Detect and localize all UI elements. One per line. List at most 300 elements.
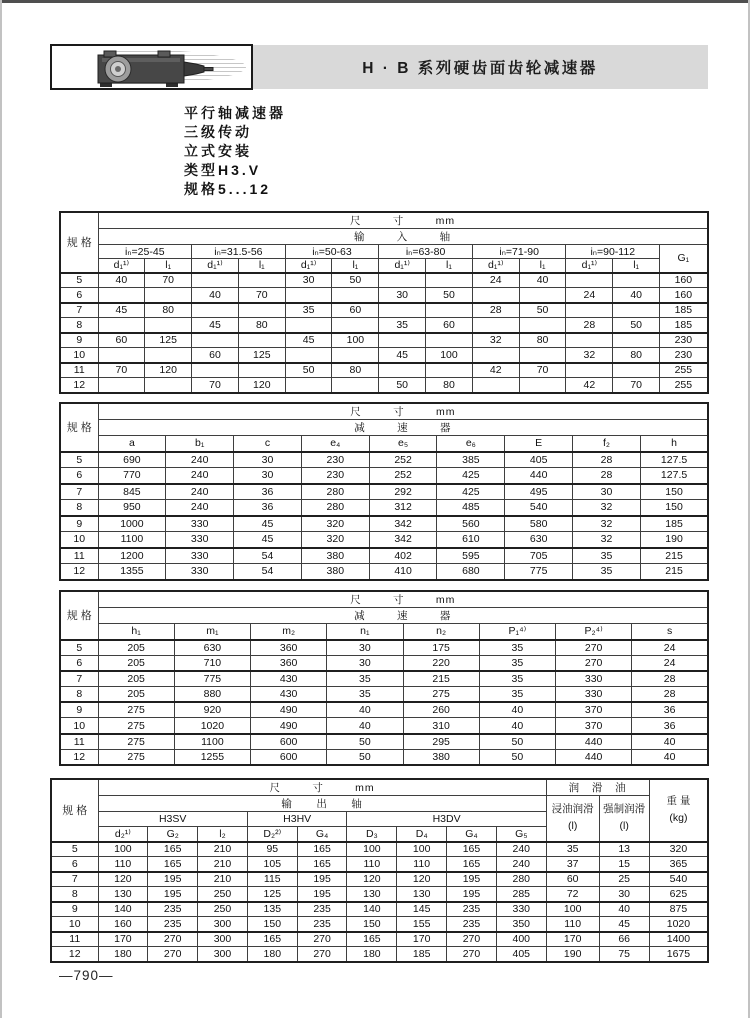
value-cell: 210 [198,857,248,872]
value-cell [192,273,239,288]
value-cell: 120 [397,872,447,887]
column-header: h₁ [98,624,174,640]
reducer-dimensions-table-2 [59,590,709,766]
value-cell: 275 [98,702,174,718]
value-cell: 252 [369,452,437,468]
value-cell: 165 [447,857,497,872]
spec-header: 规 格 [60,212,98,273]
value-cell: 195 [148,887,198,902]
spec-header: 规 格 [51,779,98,842]
value-cell: 680 [437,564,505,580]
value-cell [472,288,519,303]
value-cell: 235 [447,917,497,932]
column-header: e₆ [437,436,505,452]
value-cell: 185 [397,947,447,962]
value-cell: 24 [632,640,708,656]
column-header: l₁ [238,259,285,273]
value-cell [98,288,145,303]
column-header: H3SV [98,812,247,827]
value-cell [285,378,332,393]
spec-cell: 12 [60,378,98,393]
value-cell: 250 [198,902,248,917]
value-cell: 360 [251,640,327,656]
page-title: H · B 系列硬齿面齿轮减速器 [362,60,598,77]
value-cell: 330 [166,564,234,580]
value-cell: 240 [496,857,546,872]
table-row [51,887,708,902]
column-header: iₙ=50-63 [285,245,379,259]
table-row [60,734,708,750]
intro-line: 规格5...12 [184,181,272,197]
value-cell: 36 [632,718,708,734]
column-header: H3DV [347,812,546,827]
column-header: P₁⁴⁾ [479,624,555,640]
value-cell: 175 [403,640,479,656]
column-header: d₁¹⁾ [472,259,519,273]
table-row [60,640,708,656]
value-cell: 60 [546,872,599,887]
value-cell: 205 [98,671,174,687]
value-cell: 270 [297,947,347,962]
value-cell: 40 [613,288,660,303]
value-cell: 560 [437,516,505,532]
value-cell [98,378,145,393]
column-header: h [640,436,708,452]
table-row [60,749,708,765]
column-header: l₁ [145,259,192,273]
value-cell: 380 [301,548,369,564]
value-cell: 30 [285,273,332,288]
value-cell: 40 [327,718,403,734]
spec-cell: 7 [60,303,98,318]
value-cell: 45 [234,532,302,548]
value-cell: 235 [447,902,497,917]
value-cell: 402 [369,548,437,564]
value-cell: 120 [347,872,397,887]
column-header: 输 出 轴 [98,796,546,812]
value-cell: 255 [660,363,708,378]
spec-cell: 5 [60,452,98,468]
value-cell: 270 [297,932,347,947]
value-cell: 35 [285,303,332,318]
column-header: iₙ=31.5-56 [192,245,286,259]
column-header: s [632,624,708,640]
table-row [51,917,708,932]
column-header: l₁ [519,259,566,273]
value-cell: 610 [437,532,505,548]
value-cell: 37 [546,857,599,872]
value-cell [426,333,473,348]
value-cell: 360 [251,655,327,671]
value-cell [472,318,519,333]
value-cell: 300 [198,917,248,932]
value-cell [238,273,285,288]
value-cell: 170 [546,932,599,947]
column-header: D₃ [347,827,397,842]
column-header: d₁¹⁾ [285,259,332,273]
value-cell: 775 [505,564,573,580]
value-cell [238,333,285,348]
value-cell: 580 [505,516,573,532]
value-cell: 195 [447,887,497,902]
value-cell: 24 [566,288,613,303]
value-cell: 28 [573,452,641,468]
value-cell [472,378,519,393]
value-cell: 300 [198,947,248,962]
value-cell: 145 [397,902,447,917]
value-cell: 205 [98,655,174,671]
spec-cell: 7 [60,671,98,687]
value-cell: 630 [174,640,250,656]
value-cell: 28 [632,687,708,703]
value-cell [285,288,332,303]
column-header: m₁ [174,624,250,640]
table-row [60,348,708,363]
value-cell: 845 [98,484,166,500]
table-row [60,718,708,734]
spec-cell: 8 [60,500,98,516]
column-header: n₁ [327,624,403,640]
value-cell: 195 [297,872,347,887]
value-cell: 165 [297,842,347,857]
value-cell: 205 [98,687,174,703]
table-row [51,857,708,872]
value-cell: 270 [148,932,198,947]
value-cell [379,303,426,318]
value-cell: 45 [234,516,302,532]
value-cell: 125 [238,348,285,363]
value-cell: 32 [472,333,519,348]
value-cell: 50 [519,303,566,318]
value-cell [613,363,660,378]
value-cell [379,363,426,378]
value-cell: 60 [426,318,473,333]
value-cell: 40 [632,749,708,765]
value-cell: 32 [566,348,613,363]
value-cell: 120 [98,872,148,887]
spec-cell: 6 [60,288,98,303]
table-row [60,273,708,288]
spec-cell: 8 [51,887,98,902]
value-cell: 195 [297,887,347,902]
value-cell: 30 [599,887,649,902]
column-header: d₁¹⁾ [566,259,613,273]
value-cell: 380 [301,564,369,580]
value-cell [613,333,660,348]
value-cell: 310 [403,718,479,734]
value-cell: 165 [297,857,347,872]
value-cell: 60 [98,333,145,348]
value-cell: 260 [403,702,479,718]
value-cell: 330 [166,532,234,548]
spec-cell: 10 [60,348,98,363]
value-cell: 70 [145,273,192,288]
value-cell: 495 [505,484,573,500]
column-header: 减 速 器 [98,420,708,436]
value-cell: 490 [251,718,327,734]
value-cell: 127.5 [640,452,708,468]
value-cell: 190 [546,947,599,962]
value-cell: 600 [251,734,327,750]
value-cell: 110 [347,857,397,872]
spec-cell: 9 [51,902,98,917]
value-cell: 275 [403,687,479,703]
value-cell: 40 [327,702,403,718]
value-cell: 115 [247,872,297,887]
value-cell: 165 [247,932,297,947]
table-row [60,303,708,318]
value-cell: 385 [437,452,505,468]
column-header: 尺 寸 mm [98,779,546,796]
value-cell: 250 [198,887,248,902]
value-cell: 235 [148,902,198,917]
value-cell: 410 [369,564,437,580]
value-cell: 72 [546,887,599,902]
value-cell: 405 [496,947,546,962]
value-cell: 160 [660,288,708,303]
intro-line: 类型H3.V [184,162,262,178]
value-cell: 155 [397,917,447,932]
spec-cell: 10 [60,718,98,734]
column-header: e₄ [301,436,369,452]
value-cell: 252 [369,468,437,484]
value-cell: 275 [98,734,174,750]
spec-cell: 6 [51,857,98,872]
value-cell: 120 [238,378,285,393]
spec-cell: 5 [60,273,98,288]
value-cell: 330 [166,516,234,532]
value-cell: 280 [301,500,369,516]
output-shaft-table [50,778,709,963]
value-cell: 25 [599,872,649,887]
value-cell: 40 [98,273,145,288]
value-cell: 100 [332,333,379,348]
column-header: d₁¹⁾ [379,259,426,273]
value-cell: 125 [247,887,297,902]
value-cell: 710 [174,655,250,671]
value-cell: 880 [174,687,250,703]
value-cell: 35 [479,640,555,656]
column-header: G₁ [660,245,708,273]
value-cell [332,288,379,303]
value-cell: 215 [640,548,708,564]
spec-header: 规 格 [60,403,98,452]
value-cell: 330 [166,548,234,564]
value-cell: 28 [472,303,519,318]
value-cell: 320 [301,532,369,548]
table-row [60,702,708,718]
value-cell: 50 [332,273,379,288]
value-cell: 35 [546,842,599,857]
value-cell: 50 [479,749,555,765]
value-cell [519,348,566,363]
value-cell: 185 [660,318,708,333]
value-cell [426,273,473,288]
value-cell: 80 [519,333,566,348]
value-cell: 165 [148,857,198,872]
value-cell: 330 [496,902,546,917]
column-header: D₂²⁾ [247,827,297,842]
column-header: D₄ [397,827,447,842]
spec-cell: 11 [60,363,98,378]
value-cell: 70 [98,363,145,378]
value-cell: 35 [479,671,555,687]
value-cell: 1255 [174,749,250,765]
column-header: f₂ [573,436,641,452]
value-cell: 312 [369,500,437,516]
value-cell: 240 [166,500,234,516]
spec-cell: 10 [60,532,98,548]
value-cell: 75 [599,947,649,962]
value-cell: 35 [479,655,555,671]
table-row [60,452,708,468]
spec-cell: 10 [51,917,98,932]
value-cell: 50 [327,749,403,765]
value-cell [332,378,379,393]
value-cell: 1100 [174,734,250,750]
column-header: G₅ [496,827,546,842]
value-cell: 80 [332,363,379,378]
value-cell: 285 [496,887,546,902]
product-description [184,104,286,199]
value-cell: 50 [613,318,660,333]
value-cell [238,303,285,318]
column-header: 润 滑 油 [546,779,649,796]
value-cell: 342 [369,532,437,548]
value-cell [379,273,426,288]
value-cell: 150 [347,917,397,932]
value-cell: 440 [556,749,632,765]
value-cell: 60 [192,348,239,363]
value-cell: 625 [649,887,708,902]
column-header: 输 入 轴 [98,229,708,245]
value-cell: 280 [496,872,546,887]
value-cell: 150 [247,917,297,932]
title-band [252,45,708,89]
value-cell: 100 [397,842,447,857]
value-cell [192,333,239,348]
column-header: 重 量 (kg) [649,779,708,842]
value-cell: 230 [301,452,369,468]
value-cell: 270 [556,640,632,656]
value-cell [426,303,473,318]
value-cell: 370 [556,718,632,734]
spec-cell: 7 [51,872,98,887]
value-cell: 45 [98,303,145,318]
value-cell: 110 [397,857,447,872]
value-cell: 54 [234,548,302,564]
value-cell: 235 [297,902,347,917]
value-cell: 120 [145,363,192,378]
value-cell: 36 [234,484,302,500]
value-cell: 50 [379,378,426,393]
value-cell: 32 [573,500,641,516]
value-cell: 30 [573,484,641,500]
value-cell: 240 [496,842,546,857]
value-cell: 15 [599,857,649,872]
value-cell: 42 [566,378,613,393]
value-cell: 400 [496,932,546,947]
value-cell: 70 [238,288,285,303]
value-cell: 292 [369,484,437,500]
value-cell: 430 [251,687,327,703]
value-cell: 210 [198,842,248,857]
page-edge-line [2,0,748,3]
column-header: m₂ [251,624,327,640]
value-cell: 270 [447,947,497,962]
value-cell [472,348,519,363]
value-cell: 705 [505,548,573,564]
value-cell: 485 [437,500,505,516]
intro-line: 平行轴减速器 [184,105,286,121]
value-cell: 35 [327,671,403,687]
table-row [60,516,708,532]
value-cell: 440 [556,734,632,750]
intro-line: 立式安装 [184,143,252,159]
value-cell: 320 [301,516,369,532]
value-cell [379,333,426,348]
value-cell: 40 [599,902,649,917]
intro-line: 三级传动 [184,124,252,140]
value-cell: 30 [327,640,403,656]
value-cell: 45 [285,333,332,348]
value-cell [192,303,239,318]
value-cell: 40 [192,288,239,303]
value-cell: 405 [505,452,573,468]
column-header: l₁ [426,259,473,273]
value-cell [332,318,379,333]
value-cell [613,303,660,318]
value-cell: 195 [148,872,198,887]
value-cell: 195 [447,872,497,887]
value-cell: 36 [234,500,302,516]
value-cell: 875 [649,902,708,917]
value-cell [519,378,566,393]
value-cell: 690 [98,452,166,468]
value-cell: 42 [472,363,519,378]
spec-cell: 11 [60,548,98,564]
table-row [60,687,708,703]
value-cell: 170 [397,932,447,947]
value-cell: 540 [505,500,573,516]
value-cell: 36 [632,702,708,718]
column-header: 浸油润滑 (l) [546,796,599,842]
spec-cell: 12 [60,564,98,580]
value-cell: 45 [192,318,239,333]
value-cell: 255 [660,378,708,393]
value-cell: 270 [148,947,198,962]
column-header: G₄ [297,827,347,842]
value-cell: 370 [556,702,632,718]
spec-cell: 7 [60,484,98,500]
value-cell: 40 [479,718,555,734]
table-row [60,288,708,303]
value-cell [566,333,613,348]
value-cell: 130 [347,887,397,902]
value-cell: 210 [198,872,248,887]
value-cell: 70 [519,363,566,378]
value-cell: 380 [403,749,479,765]
value-cell: 630 [505,532,573,548]
value-cell: 54 [234,564,302,580]
value-cell: 1020 [174,718,250,734]
value-cell: 320 [649,842,708,857]
value-cell: 40 [479,702,555,718]
value-cell: 230 [660,333,708,348]
reducer-dimensions-table-1 [59,402,709,581]
value-cell: 24 [632,655,708,671]
value-cell: 140 [98,902,148,917]
